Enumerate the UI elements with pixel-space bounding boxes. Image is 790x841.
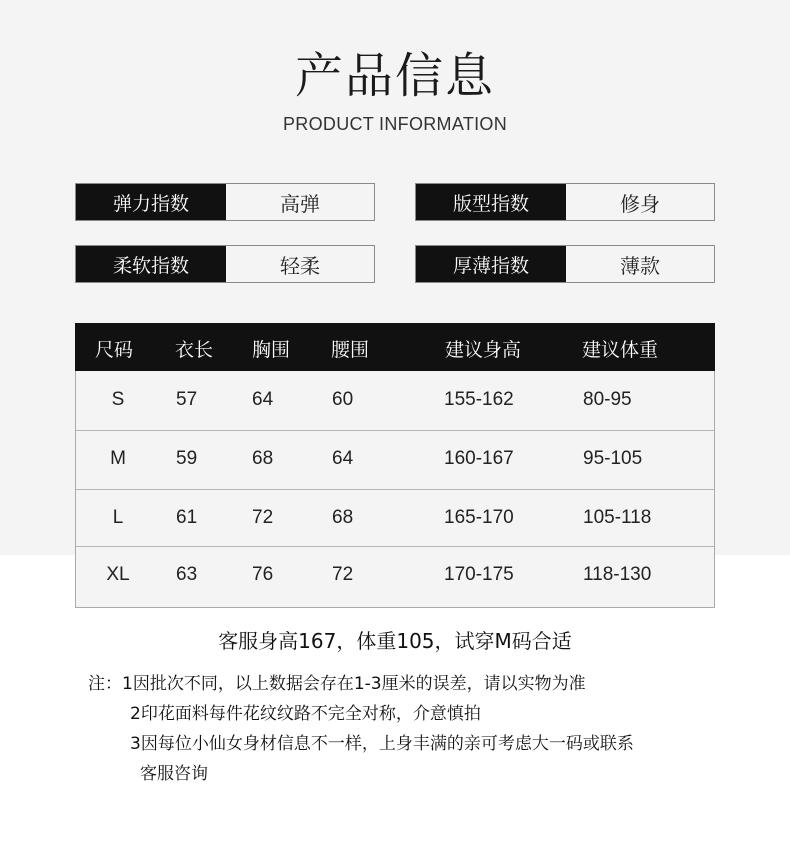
- cell-waist: 60: [332, 389, 354, 410]
- cell-length: 57: [176, 389, 198, 410]
- table-row: [76, 547, 714, 605]
- cell-height: 165-170: [444, 507, 514, 528]
- attr-thickness: [415, 245, 715, 283]
- cell-weight: 95-105: [583, 448, 643, 469]
- cell-weight: 118-130: [583, 564, 652, 585]
- cell-bust: 72: [252, 507, 274, 528]
- attr-softness: [75, 245, 375, 283]
- note-line-4: 客服咨询: [140, 764, 208, 784]
- note-line-2: 2印花面料每件花纹纹路不完全对称，介意慎拍: [130, 704, 481, 724]
- cell-bust: 64: [252, 389, 274, 410]
- page-subtitle: PRODUCT INFORMATION: [282, 114, 508, 134]
- cell-waist: 64: [332, 448, 354, 469]
- header-bust: 胸围: [252, 339, 291, 361]
- cell-weight: 105-118: [583, 507, 652, 528]
- size-table-header: [75, 323, 715, 371]
- cell-weight: 80-95: [583, 389, 632, 410]
- header-length: 衣长: [175, 339, 214, 361]
- attr-fit: [415, 183, 715, 221]
- attr-value: 轻柔: [280, 253, 320, 278]
- attr-label: 版型指数: [416, 184, 566, 220]
- note-line-3: 3因每位小仙女身材信息不一样，上身丰满的亲可考虑大一码或联系: [130, 734, 634, 754]
- cell-waist: 68: [332, 507, 354, 528]
- table-row: [76, 431, 714, 490]
- cell-length: 59: [176, 448, 198, 469]
- header-size: 尺码: [95, 339, 134, 361]
- size-table: [75, 323, 715, 608]
- cell-height: 155-162: [444, 389, 514, 410]
- table-row: [76, 372, 714, 431]
- header-waist: 腰围: [331, 339, 370, 361]
- cell-height: 170-175: [444, 564, 514, 585]
- cell-bust: 76: [252, 564, 274, 585]
- page-title: 产品信息: [294, 48, 495, 104]
- attr-value: 薄款: [620, 253, 660, 278]
- attr-elasticity: [75, 183, 375, 221]
- header-height: 建议身高: [445, 339, 522, 361]
- attr-value: 高弹: [280, 191, 320, 216]
- cell-waist: 72: [332, 564, 354, 585]
- note-line-1: [88, 672, 586, 696]
- cell-height: 160-167: [444, 448, 514, 469]
- cell-size: XL: [106, 564, 130, 585]
- model-info: 客服身高167，体重105，试穿M码合适: [218, 629, 572, 653]
- attr-label: 厚薄指数: [416, 246, 566, 282]
- note-prefix: 注：: [88, 674, 122, 694]
- attr-value: 修身: [620, 191, 660, 216]
- cell-size: S: [111, 389, 125, 410]
- note-text: 1因批次不同，以上数据会存在1-3厘米的误差，请以实物为准: [122, 674, 586, 694]
- cell-bust: 68: [252, 448, 274, 469]
- cell-size: L: [112, 507, 124, 528]
- header-weight: 建议体重: [582, 339, 659, 361]
- cell-length: 61: [176, 507, 198, 528]
- cell-length: 63: [176, 564, 198, 585]
- attr-label: 弹力指数: [76, 184, 226, 220]
- cell-size: M: [110, 448, 126, 469]
- table-row: [76, 490, 714, 547]
- attr-label: 柔软指数: [76, 246, 226, 282]
